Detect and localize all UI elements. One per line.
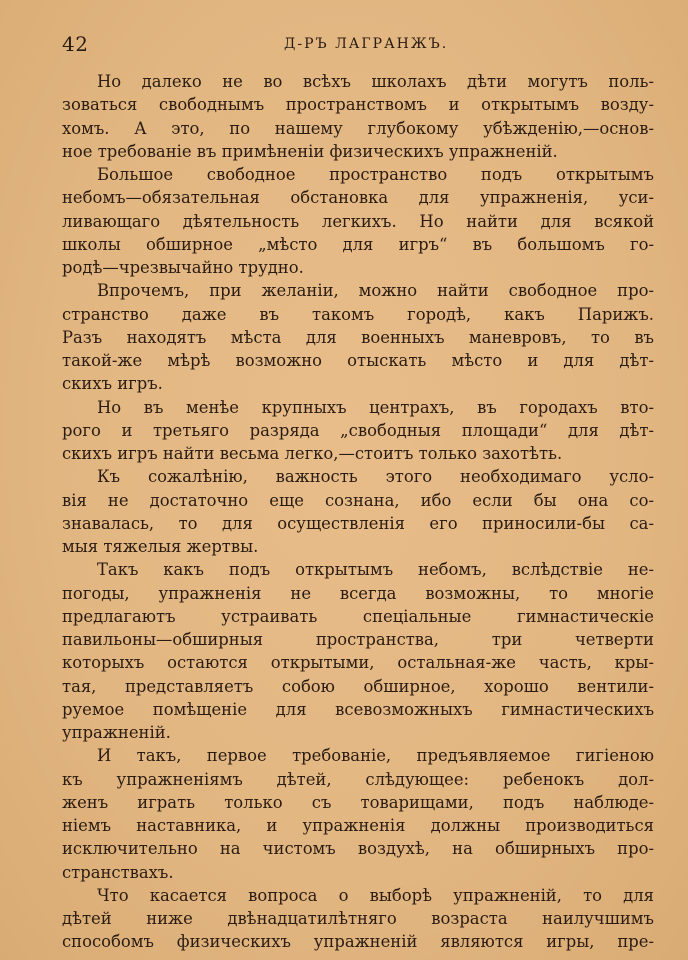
- text-line: небомъ—обязательная обстановка для упражненія, уси-: [62, 188, 654, 208]
- text-line: предлагаютъ устраивать спеціальные гимнастическіе: [62, 606, 654, 626]
- text-line: которыхъ остаются открытыми, остальная-же часть, кры-: [62, 653, 654, 673]
- text-line: Большое свободное пространство подъ открытымъ: [97, 165, 654, 184]
- text-line: Разъ находятъ мѣста для военныхъ маневровъ, то въ: [62, 327, 654, 347]
- text-line: странствахъ.: [62, 862, 174, 882]
- text-line: странство даже въ такомъ городѣ, какъ Парижъ.: [62, 304, 654, 324]
- text-line: зоваться свободнымъ пространствомъ и открытымъ возду-: [62, 95, 654, 115]
- text-line: исключительно на чистомъ воздухѣ, на обширныхъ про-: [62, 839, 654, 859]
- text-line: скихъ игръ найти весьма легко,—стоитъ только захотѣть.: [62, 444, 563, 463]
- text-line: павильоны—обширныя пространства, три четверти: [62, 630, 654, 649]
- text-line: Къ сожалѣнію, важность этого необходимаго усло-: [97, 467, 654, 487]
- text-line: хомъ. А это, по нашему глубокому убѣжденію,—основ-: [62, 118, 654, 138]
- text-line: упражненій.: [62, 723, 171, 742]
- body-text: [62, 70, 654, 954]
- text-line: Но далеко не во всѣхъ школахъ дѣти могутъ поль-: [97, 72, 654, 91]
- text-line: ливающаго дѣятельность легкихъ. Но найти для всякой: [62, 211, 654, 231]
- text-line: дѣтей ниже двѣнадцатилѣтняго возраста наилучшимъ: [62, 909, 654, 928]
- text-line: руемое помѣщеніе для всевозможныхъ гимнастическихъ: [62, 699, 654, 719]
- text-line: къ упражненіямъ дѣтей, слѣдующее: ребенокъ дол-: [62, 769, 654, 789]
- text-line: мыя тяжелыя жертвы.: [62, 537, 259, 556]
- text-line: такой-же мѣрѣ возможно отыскать мѣсто и для дѣт-: [62, 351, 654, 370]
- text-line: вія не достаточно еще сознана, ибо если бы она со-: [62, 490, 654, 510]
- text-line: Такъ какъ подъ открытымъ небомъ, вслѣдствіе не-: [97, 560, 654, 580]
- text-line: знавалась, то для осуществленія его приносили-бы са-: [62, 513, 654, 533]
- text-line: Что касается вопроса о выборѣ упражненій, то для: [97, 885, 654, 905]
- text-line: способомъ физическихъ упражненій являются игры, пре-: [62, 932, 654, 952]
- page-header: [62, 30, 654, 66]
- text-line: скихъ игръ.: [62, 374, 163, 394]
- text-line: Но въ менѣе крупныхъ центрахъ, въ городахъ вто-: [97, 397, 654, 417]
- text-line: Впрочемъ, при желаніи, можно найти свободное про-: [97, 281, 654, 301]
- text-line: И такъ, первое требованіе, предъявляемое гигіеною: [97, 746, 654, 766]
- text-line: женъ играть только съ товарищами, подъ наблюде-: [62, 792, 654, 812]
- text-line: погоды, упражненія не всегда возможны, то многіе: [62, 583, 654, 603]
- text-line: рого и третьяго разряда „свободныя площади“ для дѣт-: [62, 420, 654, 440]
- text-line: школы обширное „мѣсто для игръ“ въ большомъ го-: [62, 234, 654, 254]
- page-number: 42: [62, 32, 89, 56]
- text-line: родѣ—чрезвычайно трудно.: [62, 258, 304, 277]
- text-line: ніемъ наставника, и упражненія должны производиться: [62, 816, 654, 835]
- text-line: тая, представляетъ собою обширное, хорошо вентили-: [62, 676, 654, 696]
- text-line: ное требованіе въ примѣненіи физическихъ упражненій.: [62, 141, 558, 161]
- running-title: Д-РЪ ЛАГРАНЖЪ.: [284, 36, 449, 52]
